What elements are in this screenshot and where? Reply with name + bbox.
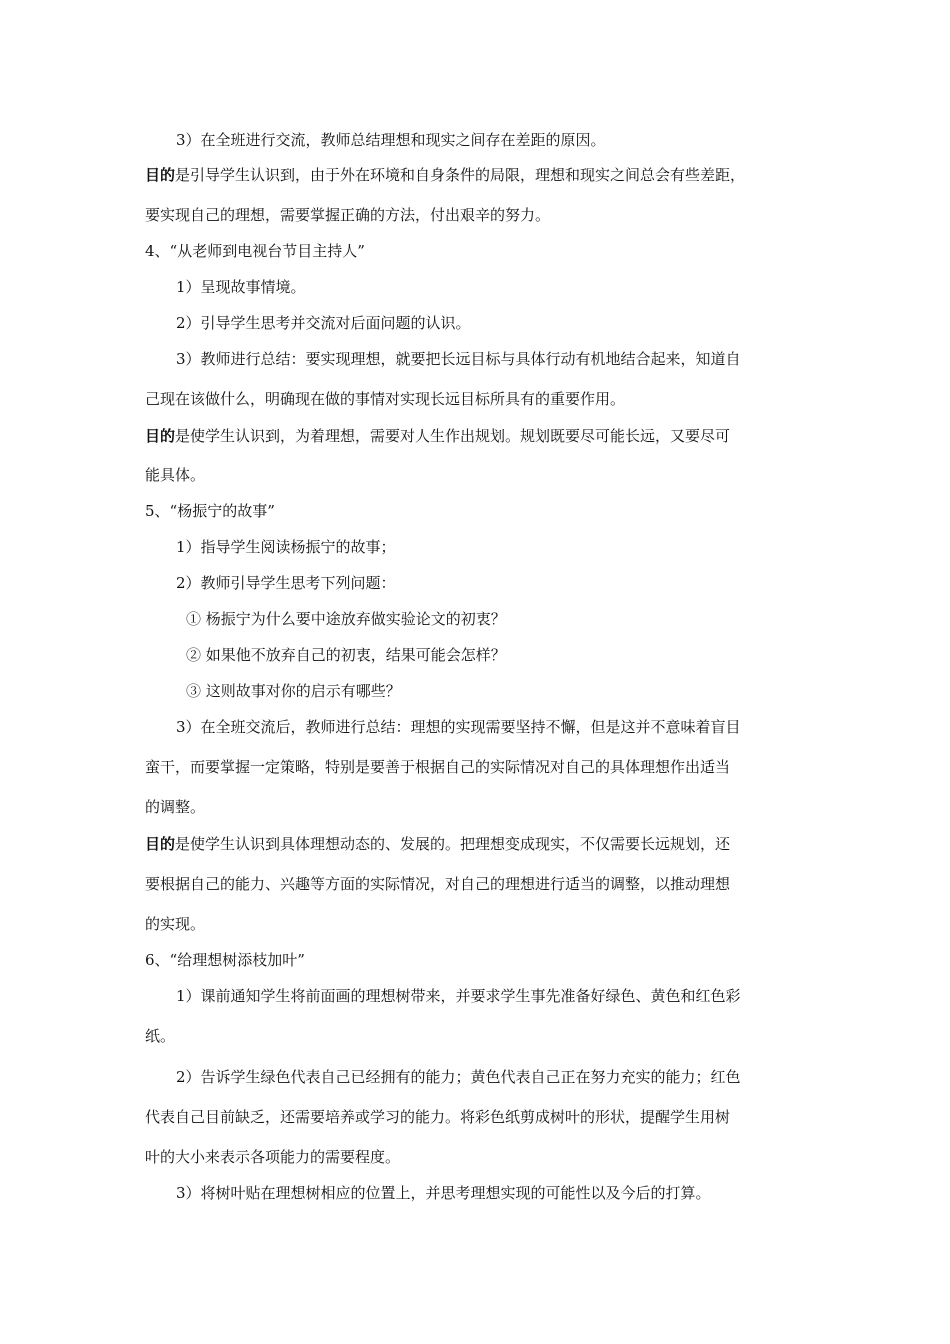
purpose-paragraph-2: 目的是使学生认识到，为着理想，需要对人生作出规划。规划既要尽可能长远，又要尽可 [145, 427, 731, 445]
activity-5-heading: 5、“杨振宁的故事” [145, 502, 275, 520]
activity-6-step-3: 3）将树叶贴在理想树相应的位置上，并思考理想实现的可能性以及今后的打算。 [176, 1184, 711, 1202]
activity-5-step-2: 2）教师引导学生思考下列问题： [176, 574, 396, 592]
purpose-paragraph-3-cont-2: 的实现。 [145, 915, 206, 933]
activity-6-step-2-cont-1: 代表自己目前缺乏，还需要培养或学习的能力。将彩色纸剪成树叶的形状，提醒学生用树 [145, 1108, 731, 1126]
purpose-paragraph-1-cont: 要实现自己的理想，需要掌握正确的方法，付出艰辛的努力。 [145, 206, 551, 224]
activity-4-step-3-cont: 己现在该做什么，明确现在做的事情对实现长远目标所具有的重要作用。 [145, 390, 626, 408]
activity-6-step-1: 1）课前通知学生将前面画的理想树带来，并要求学生事先准备好绿色、黄色和红色彩 [176, 987, 741, 1005]
activity-5-step-3-cont-1: 蛮干，而要掌握一定策略，特别是要善于根据自己的实际情况对自己的具体理想作出适当 [145, 758, 731, 776]
question-2: ② 如果他不放弃自己的初衷，结果可能会怎样？ [186, 646, 506, 664]
activity-4-heading: 4、“从老师到电视台节目主持人” [145, 242, 365, 260]
activity-5-step-3-cont-2: 的调整。 [145, 798, 206, 816]
step-3-share: 3）在全班进行交流，教师总结理想和现实之间存在差距的原因。 [176, 131, 606, 149]
activity-4-step-3: 3）教师进行总结：要实现理想，就要把长远目标与具体行动有机地结合起来，知道自 [176, 350, 741, 368]
activity-4-step-2: 2）引导学生思考并交流对后面问题的认识。 [176, 314, 471, 332]
activity-6-heading: 6、“给理想树添枝加叶” [145, 951, 305, 969]
question-3: ③ 这则故事对你的启示有哪些？ [186, 682, 401, 700]
activity-6-step-2: 2）告诉学生绿色代表自己已经拥有的能力；黄色代表自己正在努力充实的能力；红色 [176, 1068, 741, 1086]
purpose-label: 目的 [145, 166, 176, 184]
activity-5-step-1: 1）指导学生阅读杨振宁的故事； [176, 538, 396, 556]
purpose-paragraph-3: 目的是使学生认识到具体理想动态的、发展的。把理想变成现实，不仅需要长远规划，还 [145, 835, 731, 853]
purpose-paragraph-1: 目的是引导学生认识到，由于外在环境和自身条件的局限，理想和现实之间总会有些差距， [145, 166, 746, 184]
activity-6-step-1-cont: 纸。 [145, 1027, 176, 1045]
activity-6-step-2-cont-2: 叶的大小来表示各项能力的需要程度。 [145, 1148, 401, 1166]
purpose-label: 目的 [145, 835, 176, 853]
purpose-label: 目的 [145, 427, 176, 445]
activity-5-step-3: 3）在全班交流后，教师进行总结：理想的实现需要坚持不懈，但是这并不意味着盲目 [176, 718, 741, 736]
question-1: ① 杨振宁为什么要中途放弃做实验论文的初衷？ [186, 610, 506, 628]
purpose-paragraph-3-cont-1: 要根据自己的能力、兴趣等方面的实际情况，对自己的理想进行适当的调整，以推动理想 [145, 875, 731, 893]
purpose-paragraph-2-cont: 能具体。 [145, 466, 206, 484]
activity-4-step-1: 1）呈现故事情境。 [176, 278, 306, 296]
